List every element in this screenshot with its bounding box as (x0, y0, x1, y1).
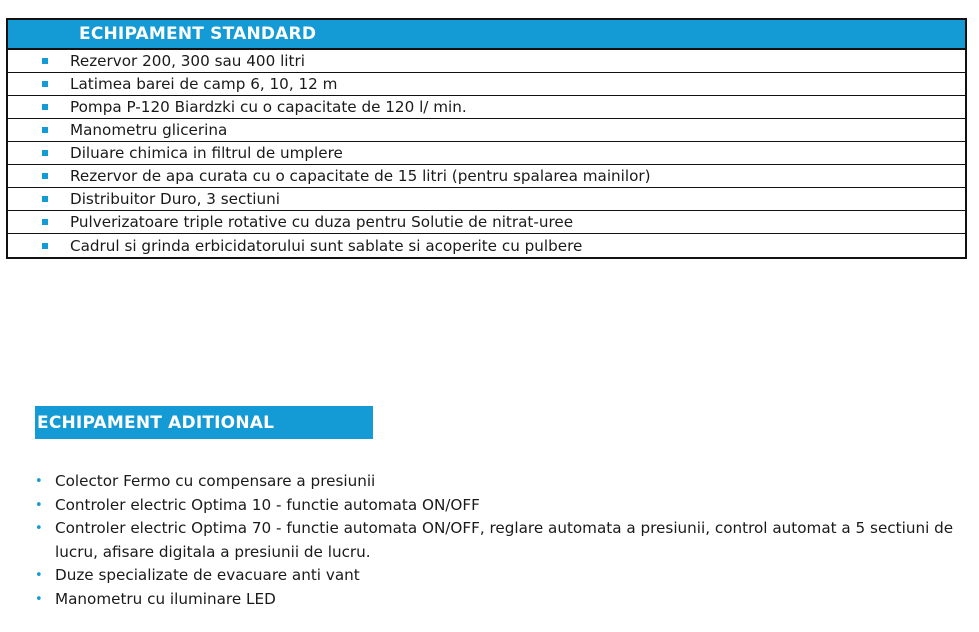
additional-equipment-header (35, 406, 373, 439)
standard-item-text: Latimea barei de camp 6, 10, 12 m (70, 75, 338, 93)
table-row (8, 119, 965, 142)
standard-equipment-table (6, 18, 967, 259)
dot-bullet-icon: • (35, 591, 43, 607)
square-bullet-icon (42, 104, 48, 110)
additional-item-text: Colector Fermo cu compensare a presiunii (55, 472, 376, 490)
table-row (8, 234, 965, 257)
additional-item-text: Duze specializate de evacuare anti vant (55, 566, 360, 584)
dot-bullet-icon: • (35, 521, 43, 536)
table-row (8, 50, 965, 73)
standard-item-text: Pompa P-120 Biardzki cu o capacitate de 120 l/ min. (70, 98, 467, 116)
table-row (8, 96, 965, 119)
additional-equipment-title: ECHIPAMENT ADITIONAL (37, 412, 275, 433)
standard-item-text: Rezervor de apa curata cu o capacitate de 15 litri (pentru spalarea mainilor) (70, 167, 651, 185)
list-item (35, 494, 965, 518)
additional-item-text: Controler electric Optima 70 - functie automata ON/OFF, reglare automata a presiunii, control automat a 5 sectiuni de lucru, afisare digitala a presiunii de lucru. (55, 519, 954, 561)
square-bullet-icon (42, 196, 48, 202)
square-bullet-icon (42, 127, 48, 133)
standard-item-text: Rezervor 200, 300 sau 400 litri (70, 52, 305, 70)
dot-bullet-icon: • (35, 497, 43, 513)
standard-item-text: Manometru glicerina (70, 121, 228, 139)
square-bullet-icon (42, 243, 48, 249)
standard-item-text: Distribuitor Duro, 3 sectiuni (70, 190, 280, 208)
dot-bullet-icon: • (35, 568, 43, 583)
square-bullet-icon (42, 150, 48, 156)
standard-item-text: Diluare chimica in filtrul de umplere (70, 144, 343, 162)
list-item (35, 564, 965, 588)
square-bullet-icon (42, 219, 48, 225)
square-bullet-icon (42, 173, 48, 179)
table-row (8, 165, 965, 188)
list-item (35, 588, 965, 612)
table-row (8, 73, 965, 96)
standard-item-text: Pulverizatoare triple rotative cu duza pentru Solutie de nitrat-uree (70, 213, 574, 231)
dot-bullet-icon: • (35, 474, 43, 489)
list-item (35, 517, 965, 564)
additional-equipment-list (35, 470, 965, 611)
square-bullet-icon (42, 81, 48, 87)
table-row (8, 142, 965, 165)
standard-item-text: Cadrul si grinda erbicidatorului sunt sablate si acoperite cu pulbere (70, 236, 583, 255)
list-item (35, 470, 965, 494)
square-bullet-icon (42, 58, 48, 64)
standard-equipment-title: ECHIPAMENT STANDARD (79, 24, 317, 44)
standard-equipment-header (8, 20, 965, 50)
table-row (8, 211, 965, 234)
additional-item-text: Manometru cu iluminare LED (55, 589, 276, 608)
additional-item-text: Controler electric Optima 10 - functie automata ON/OFF (55, 495, 480, 514)
table-row (8, 188, 965, 211)
